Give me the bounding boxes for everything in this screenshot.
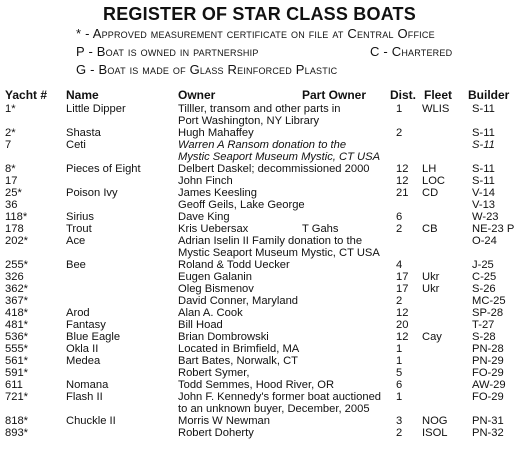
cell-builder: S-28 xyxy=(472,331,496,343)
cell-name: Nomana xyxy=(66,379,109,391)
cell-owner: Oleg Bismenov xyxy=(178,283,254,295)
cell-yacht: 561* xyxy=(5,355,29,367)
cell-yacht: 326 xyxy=(5,271,24,283)
table-row xyxy=(0,307,519,319)
cell-builder: S-11 xyxy=(472,163,495,175)
cell-yacht: 418* xyxy=(5,307,29,319)
cell-builder: V-14 xyxy=(472,187,496,199)
cell-owner: Bart Bates, Norwalk, CT xyxy=(178,355,298,367)
cell-fleet: NOG xyxy=(422,415,448,427)
header-owner: Owner xyxy=(178,88,216,102)
table-row xyxy=(0,367,519,379)
table-row xyxy=(0,331,519,343)
cell-builder: S-11 xyxy=(472,175,495,187)
cell-name: Bee xyxy=(66,259,86,271)
legend-partnership: P - Boat is owned in partnership xyxy=(76,44,259,59)
cell-yacht: 36 xyxy=(5,199,18,211)
header-yacht: Yacht # xyxy=(5,88,48,102)
cell-yacht: 481* xyxy=(5,319,29,331)
table-row xyxy=(0,199,519,211)
cell-fleet: LOC xyxy=(422,175,446,187)
cell-name: Trout xyxy=(66,223,92,235)
cell-owner: Located in Brimfield, MA xyxy=(178,343,300,355)
table-row xyxy=(0,247,519,259)
cell-builder: AW-29 xyxy=(472,379,506,391)
header-dist: Dist. xyxy=(390,88,417,102)
cell-builder: PN-28 xyxy=(472,343,504,355)
cell-builder: SP-28 xyxy=(472,307,504,319)
table-row xyxy=(0,295,519,307)
cell-dist: 6 xyxy=(396,211,403,223)
cell-dist: 1 xyxy=(396,355,403,367)
cell-dist: 17 xyxy=(396,271,409,283)
cell-builder: V-13 xyxy=(472,199,496,211)
cell-owner: John F. Kennedy's former boat auctioned xyxy=(178,391,382,403)
table-row xyxy=(0,211,519,223)
cell-yacht: 721* xyxy=(5,391,29,403)
cell-dist: 4 xyxy=(396,259,403,271)
table-row xyxy=(0,115,519,127)
cell-yacht: 8* xyxy=(5,163,16,175)
cell-dist: 2 xyxy=(396,223,403,235)
cell-owner: John Finch xyxy=(178,175,233,187)
cell-owner: Tilller, transom and other parts in xyxy=(178,103,341,115)
cell-yacht: 7 xyxy=(5,139,12,151)
cell-yacht: 178 xyxy=(5,223,24,235)
cell-builder: PN-31 xyxy=(472,415,504,427)
cell-yacht: 555* xyxy=(5,343,29,355)
legend-chartered: C - Chartered xyxy=(370,44,453,59)
table-row xyxy=(0,235,519,247)
table-row xyxy=(0,379,519,391)
cell-yacht: 202* xyxy=(5,235,29,247)
header-fleet: Fleet xyxy=(424,88,453,102)
cell-owner: Roland & Todd Uecker xyxy=(178,259,290,271)
cell-owner: Delbert Daskel; decommissioned 2000 xyxy=(178,163,370,175)
legend-glass: G - Boat is made of Glass Reinforced Plastic xyxy=(76,62,338,77)
cell-name: Sirius xyxy=(66,211,94,223)
cell-yacht: 25* xyxy=(5,187,22,199)
cell-fleet: Ukr xyxy=(422,271,440,283)
cell-builder: FO-29 xyxy=(472,367,504,379)
table-row xyxy=(0,391,519,403)
cell-yacht: 118* xyxy=(5,211,28,223)
cell-builder: S-26 xyxy=(472,283,496,295)
cell-owner: Mystic Seaport Museum Mystic, CT USA xyxy=(178,151,381,163)
cell-dist: 1 xyxy=(396,343,403,355)
cell-fleet: CD xyxy=(422,187,439,199)
cell-name: Okla II xyxy=(66,343,99,355)
cell-name: Fantasy xyxy=(66,319,106,331)
cell-yacht: 362* xyxy=(5,283,29,295)
table-row xyxy=(0,319,519,331)
table-row xyxy=(0,127,519,139)
cell-dist: 12 xyxy=(396,307,409,319)
cell-fleet: ISOL xyxy=(422,427,448,439)
page-title: REGISTER OF STAR CLASS BOATS xyxy=(103,4,416,24)
cell-fleet: LH xyxy=(422,163,437,175)
cell-name: Poison Ivy xyxy=(66,187,118,199)
table-row xyxy=(0,415,519,427)
cell-builder: PN-32 xyxy=(472,427,504,439)
table-row xyxy=(0,187,519,199)
table-row xyxy=(0,223,519,235)
cell-owner: David Conner, Maryland xyxy=(178,295,299,307)
table-row xyxy=(0,139,519,151)
cell-builder: C-25 xyxy=(472,271,497,283)
header-part-owner: Part Owner xyxy=(302,88,367,102)
header-builder: Builder xyxy=(468,88,510,102)
table-row xyxy=(0,355,519,367)
cell-owner: to an unknown buyer, December, 2005 xyxy=(178,403,370,415)
cell-yacht: 2* xyxy=(5,127,16,139)
cell-name: Ace xyxy=(66,235,86,247)
cell-yacht: 17 xyxy=(5,175,18,187)
cell-builder: FO-29 xyxy=(472,391,504,403)
cell-name: Pieces of Eight xyxy=(66,163,141,175)
cell-builder: W-23 xyxy=(472,211,499,223)
cell-dist: 17 xyxy=(396,283,409,295)
cell-fleet: WLIS xyxy=(422,103,450,115)
legend-approved-certificate: * - Approved measurement certificate on file at Central Office xyxy=(76,26,435,41)
table-row xyxy=(0,403,519,415)
cell-owner: Brian Dombrowski xyxy=(178,331,269,343)
cell-owner: Alan A. Cook xyxy=(178,307,243,319)
cell-yacht: 893* xyxy=(5,427,29,439)
table-row xyxy=(0,163,519,175)
cell-dist: 1 xyxy=(396,103,403,115)
cell-owner: Hugh Mahaffey xyxy=(178,127,254,139)
cell-dist: 12 xyxy=(396,175,409,187)
cell-builder: S-11 xyxy=(472,103,495,115)
cell-name: Chuckle II xyxy=(66,415,116,427)
cell-dist: 12 xyxy=(396,331,409,343)
cell-owner: James Keesling xyxy=(178,187,257,199)
cell-yacht: 591* xyxy=(5,367,29,379)
cell-builder: T-27 xyxy=(472,319,495,331)
cell-part-owner: T Gahs xyxy=(302,223,339,235)
header-name: Name xyxy=(66,88,99,102)
cell-owner: Dave King xyxy=(178,211,230,223)
table-row xyxy=(0,175,519,187)
cell-dist: 12 xyxy=(396,163,409,175)
cell-owner: Robert Doherty xyxy=(178,427,254,439)
cell-name: Little Dipper xyxy=(66,103,126,115)
cell-fleet: Cay xyxy=(422,331,442,343)
cell-builder: NE-23 P xyxy=(472,223,515,235)
table-row xyxy=(0,259,519,271)
table-row xyxy=(0,283,519,295)
cell-yacht: 818* xyxy=(5,415,29,427)
cell-dist: 2 xyxy=(396,427,403,439)
cell-owner: Warren A Ransom donation to the xyxy=(178,139,347,151)
table-row xyxy=(0,271,519,283)
cell-name: Flash II xyxy=(66,391,103,403)
cell-yacht: 367* xyxy=(5,295,29,307)
cell-dist: 1 xyxy=(396,391,403,403)
cell-owner: Eugen Galanin xyxy=(178,271,253,283)
cell-owner: Robert Symer, xyxy=(178,367,250,379)
cell-name: Shasta xyxy=(66,127,101,139)
cell-owner: Morris W Newman xyxy=(178,415,270,427)
cell-yacht: 1* xyxy=(5,103,16,115)
cell-dist: 20 xyxy=(396,319,409,331)
cell-yacht: 255* xyxy=(5,259,29,271)
table-row xyxy=(0,427,519,439)
cell-owner: Bill Hoad xyxy=(178,319,223,331)
cell-dist: 21 xyxy=(396,187,409,199)
cell-dist: 2 xyxy=(396,127,403,139)
cell-name: Blue Eagle xyxy=(66,331,121,343)
cell-builder: J-25 xyxy=(472,259,494,271)
cell-builder: S-11 xyxy=(472,139,495,151)
cell-owner: Todd Semmes, Hood River, OR xyxy=(178,379,335,391)
cell-owner: Geoff Geils, Lake George xyxy=(178,199,305,211)
cell-builder: O-24 xyxy=(472,235,497,247)
cell-yacht: 536* xyxy=(5,331,29,343)
cell-owner: Adrian Iselin II Family donation to the xyxy=(178,235,363,247)
table-row xyxy=(0,151,519,163)
cell-owner: Kris Uebersax xyxy=(178,223,249,235)
cell-fleet: Ukr xyxy=(422,283,440,295)
cell-builder: S-11 xyxy=(472,127,495,139)
cell-name: Ceti xyxy=(66,139,86,151)
cell-owner: Mystic Seaport Museum Mystic, CT USA xyxy=(178,247,380,259)
cell-yacht: 611 xyxy=(5,379,23,391)
table-row xyxy=(0,343,519,355)
cell-builder: PN-29 xyxy=(472,355,504,367)
cell-builder: MC-25 xyxy=(472,295,506,307)
cell-name: Arod xyxy=(66,307,90,319)
cell-owner: Port Washington, NY Library xyxy=(178,115,320,127)
cell-dist: 2 xyxy=(396,295,403,307)
table-row xyxy=(0,103,519,115)
cell-dist: 5 xyxy=(396,367,403,379)
cell-fleet: CB xyxy=(422,223,438,235)
cell-name: Medea xyxy=(66,355,101,367)
cell-dist: 6 xyxy=(396,379,403,391)
cell-dist: 3 xyxy=(396,415,403,427)
